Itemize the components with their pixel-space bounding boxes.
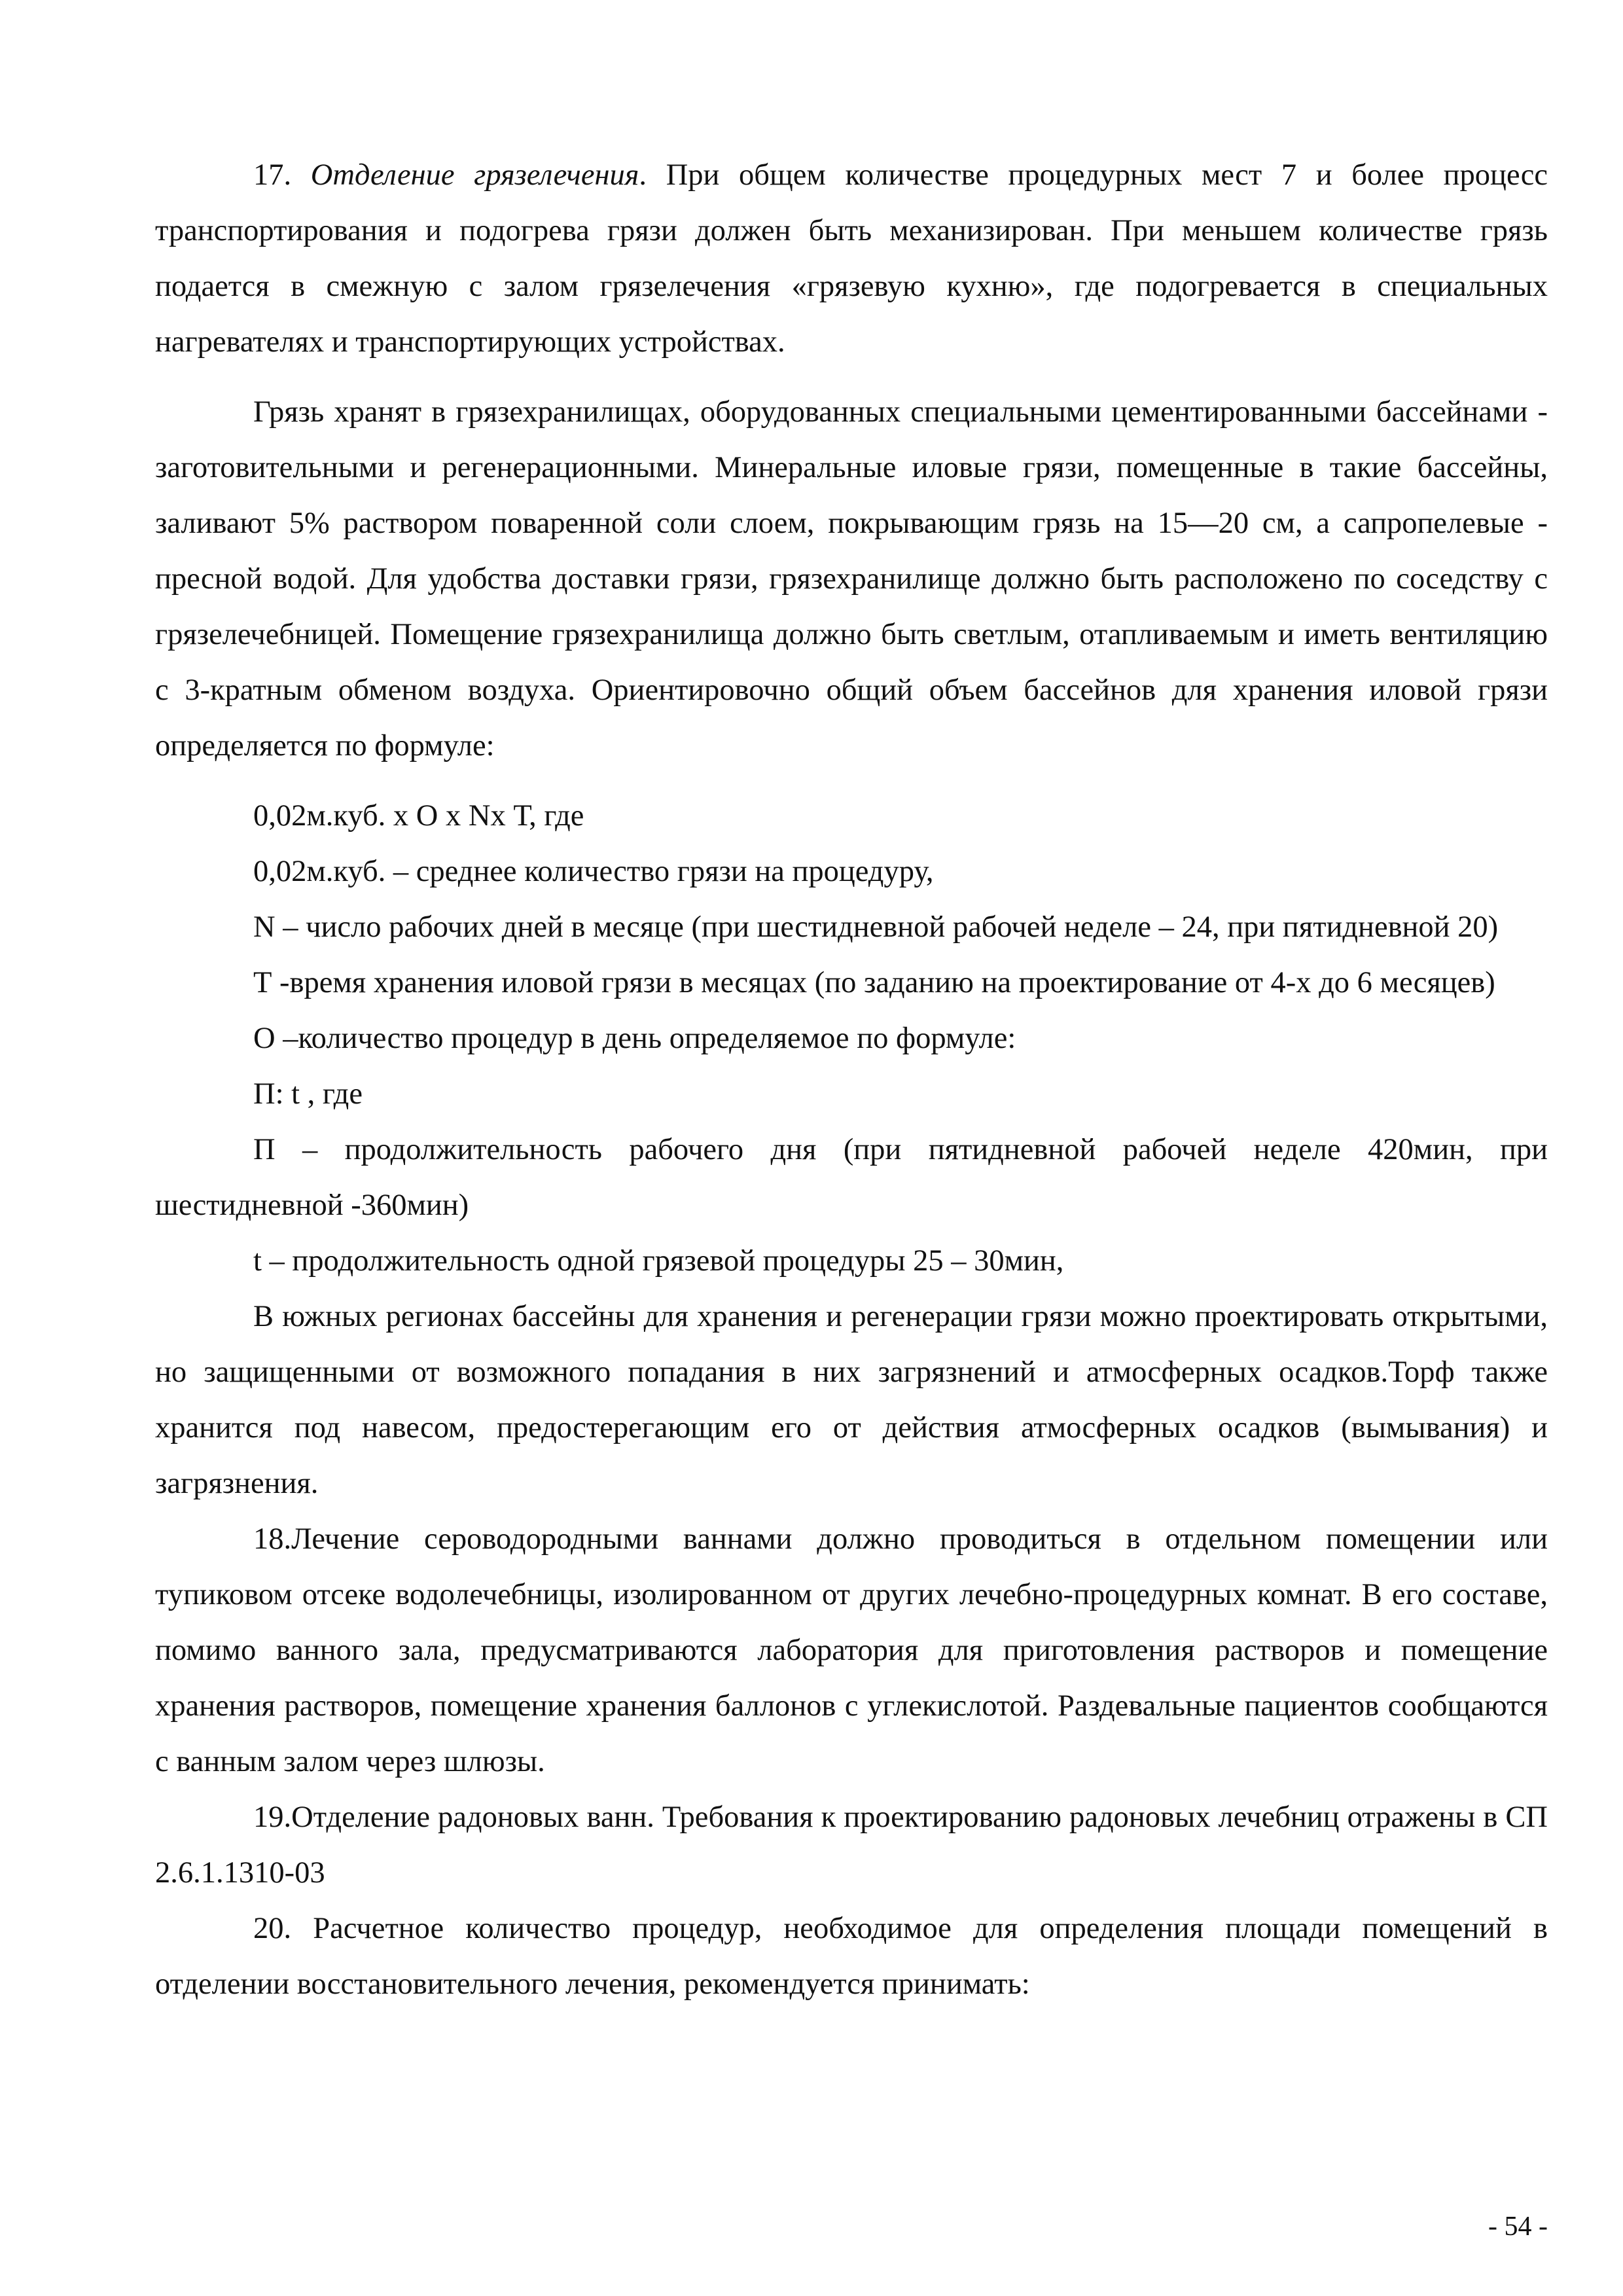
paragraph-17 bbox=[155, 147, 1548, 370]
definition-working-days: N – число рабочих дней в месяце (при шестидневной рабочей неделе – 24, при пятидневной 20) bbox=[253, 910, 1499, 944]
document-body bbox=[155, 147, 1548, 2012]
section-title-mud-therapy: Отделение грязелечения bbox=[310, 158, 639, 192]
definition-workday-duration: П – продолжительность рабочего дня (при пятидневной рабочей неделе 420мин, при шестидневной -360мин) bbox=[155, 1133, 1548, 1222]
paragraph-20: 20. Расчетное количество процедур, необходимое для определения площади помещений в отделении восстановительного лечения, рекомендуется принимать: bbox=[155, 1912, 1548, 2001]
definition-procedure-duration: t – продолжительность одной грязевой процедуры 25 – 30мин, bbox=[253, 1244, 1064, 1278]
definition-storage-time: Т -время хранения иловой грязи в месяцах (по заданию на проектирование от 4-х до 6 месяцев) bbox=[253, 966, 1495, 999]
paragraph-17-number: 17. bbox=[253, 158, 311, 192]
paragraph-17-text: . При общем количестве процедурных мест 7 и более процесс транспортирования и подогрева грязи должен быть механизирован. При меньшем количестве грязь подается в смежную с залом грязелечения «грязевую кухню», где подогревается в специальных нагревателях и транспортирующих устройствах. bbox=[155, 158, 1548, 359]
paragraph-19: 19.Отделение радоновых ванн. Требования к проектированию радоновых лечебниц отражены в СП 2.6.1.1310-03 bbox=[155, 1801, 1548, 1890]
formula-volume: 0,02м.куб. х О х Nх Т, где bbox=[253, 799, 584, 833]
definition-mud-amount: 0,02м.куб. – среднее количество грязи на процедуру, bbox=[253, 855, 934, 888]
paragraph-southern-regions: В южных регионах бассейны для хранения и регенерации грязи можно проектировать открытыми, но защищенными от возможного попадания в них загрязнений и атмосферных осадков.Торф также хранится под навесом, предостерегающим его от действия атмосферных осадков (вымывания) и загрязнения. bbox=[155, 1300, 1548, 1500]
paragraph-18: 18.Лечение сероводородными ваннами должно проводиться в отдельном помещении или тупиковом отсеке водолечебницы, изолированном от других лечебно-процедурных комнат. В его составе, помимо ванного зала, предусматриваются лаборатория для приготовления растворов и помещение хранения растворов, помещение хранения баллонов с углекислотой. Раздевальные пациентов сообщаются с ванным залом через шлюзы. bbox=[155, 1522, 1548, 1778]
page-number: - 54 - bbox=[1488, 2212, 1548, 2242]
definition-procedures-per-day: О –количество процедур в день определяемое по формуле: bbox=[253, 1022, 1016, 1055]
formula-procedures: П: t , где bbox=[253, 1077, 363, 1111]
paragraph-mud-storage: Грязь хранят в грязехранилищах, оборудованных специальными цементированными бассейнами - заготовительными и регенерационными. Минеральные иловые грязи, помещенные в такие бассейны, заливают 5% раствором поваренной соли слоем, покрывающим грязь на 15—20 см, а сапропелевые - пресной водой. Для удобства доставки грязи, грязехранилище должно быть расположено по соседству с грязелечебницей. Помещение грязехранилища должно быть светлым, отапливаемым и иметь вентиляцию с 3-кратным обменом воздуха. Ориентировочно общий объем бассейнов для хранения иловой грязи определяется по формуле: bbox=[155, 395, 1548, 762]
